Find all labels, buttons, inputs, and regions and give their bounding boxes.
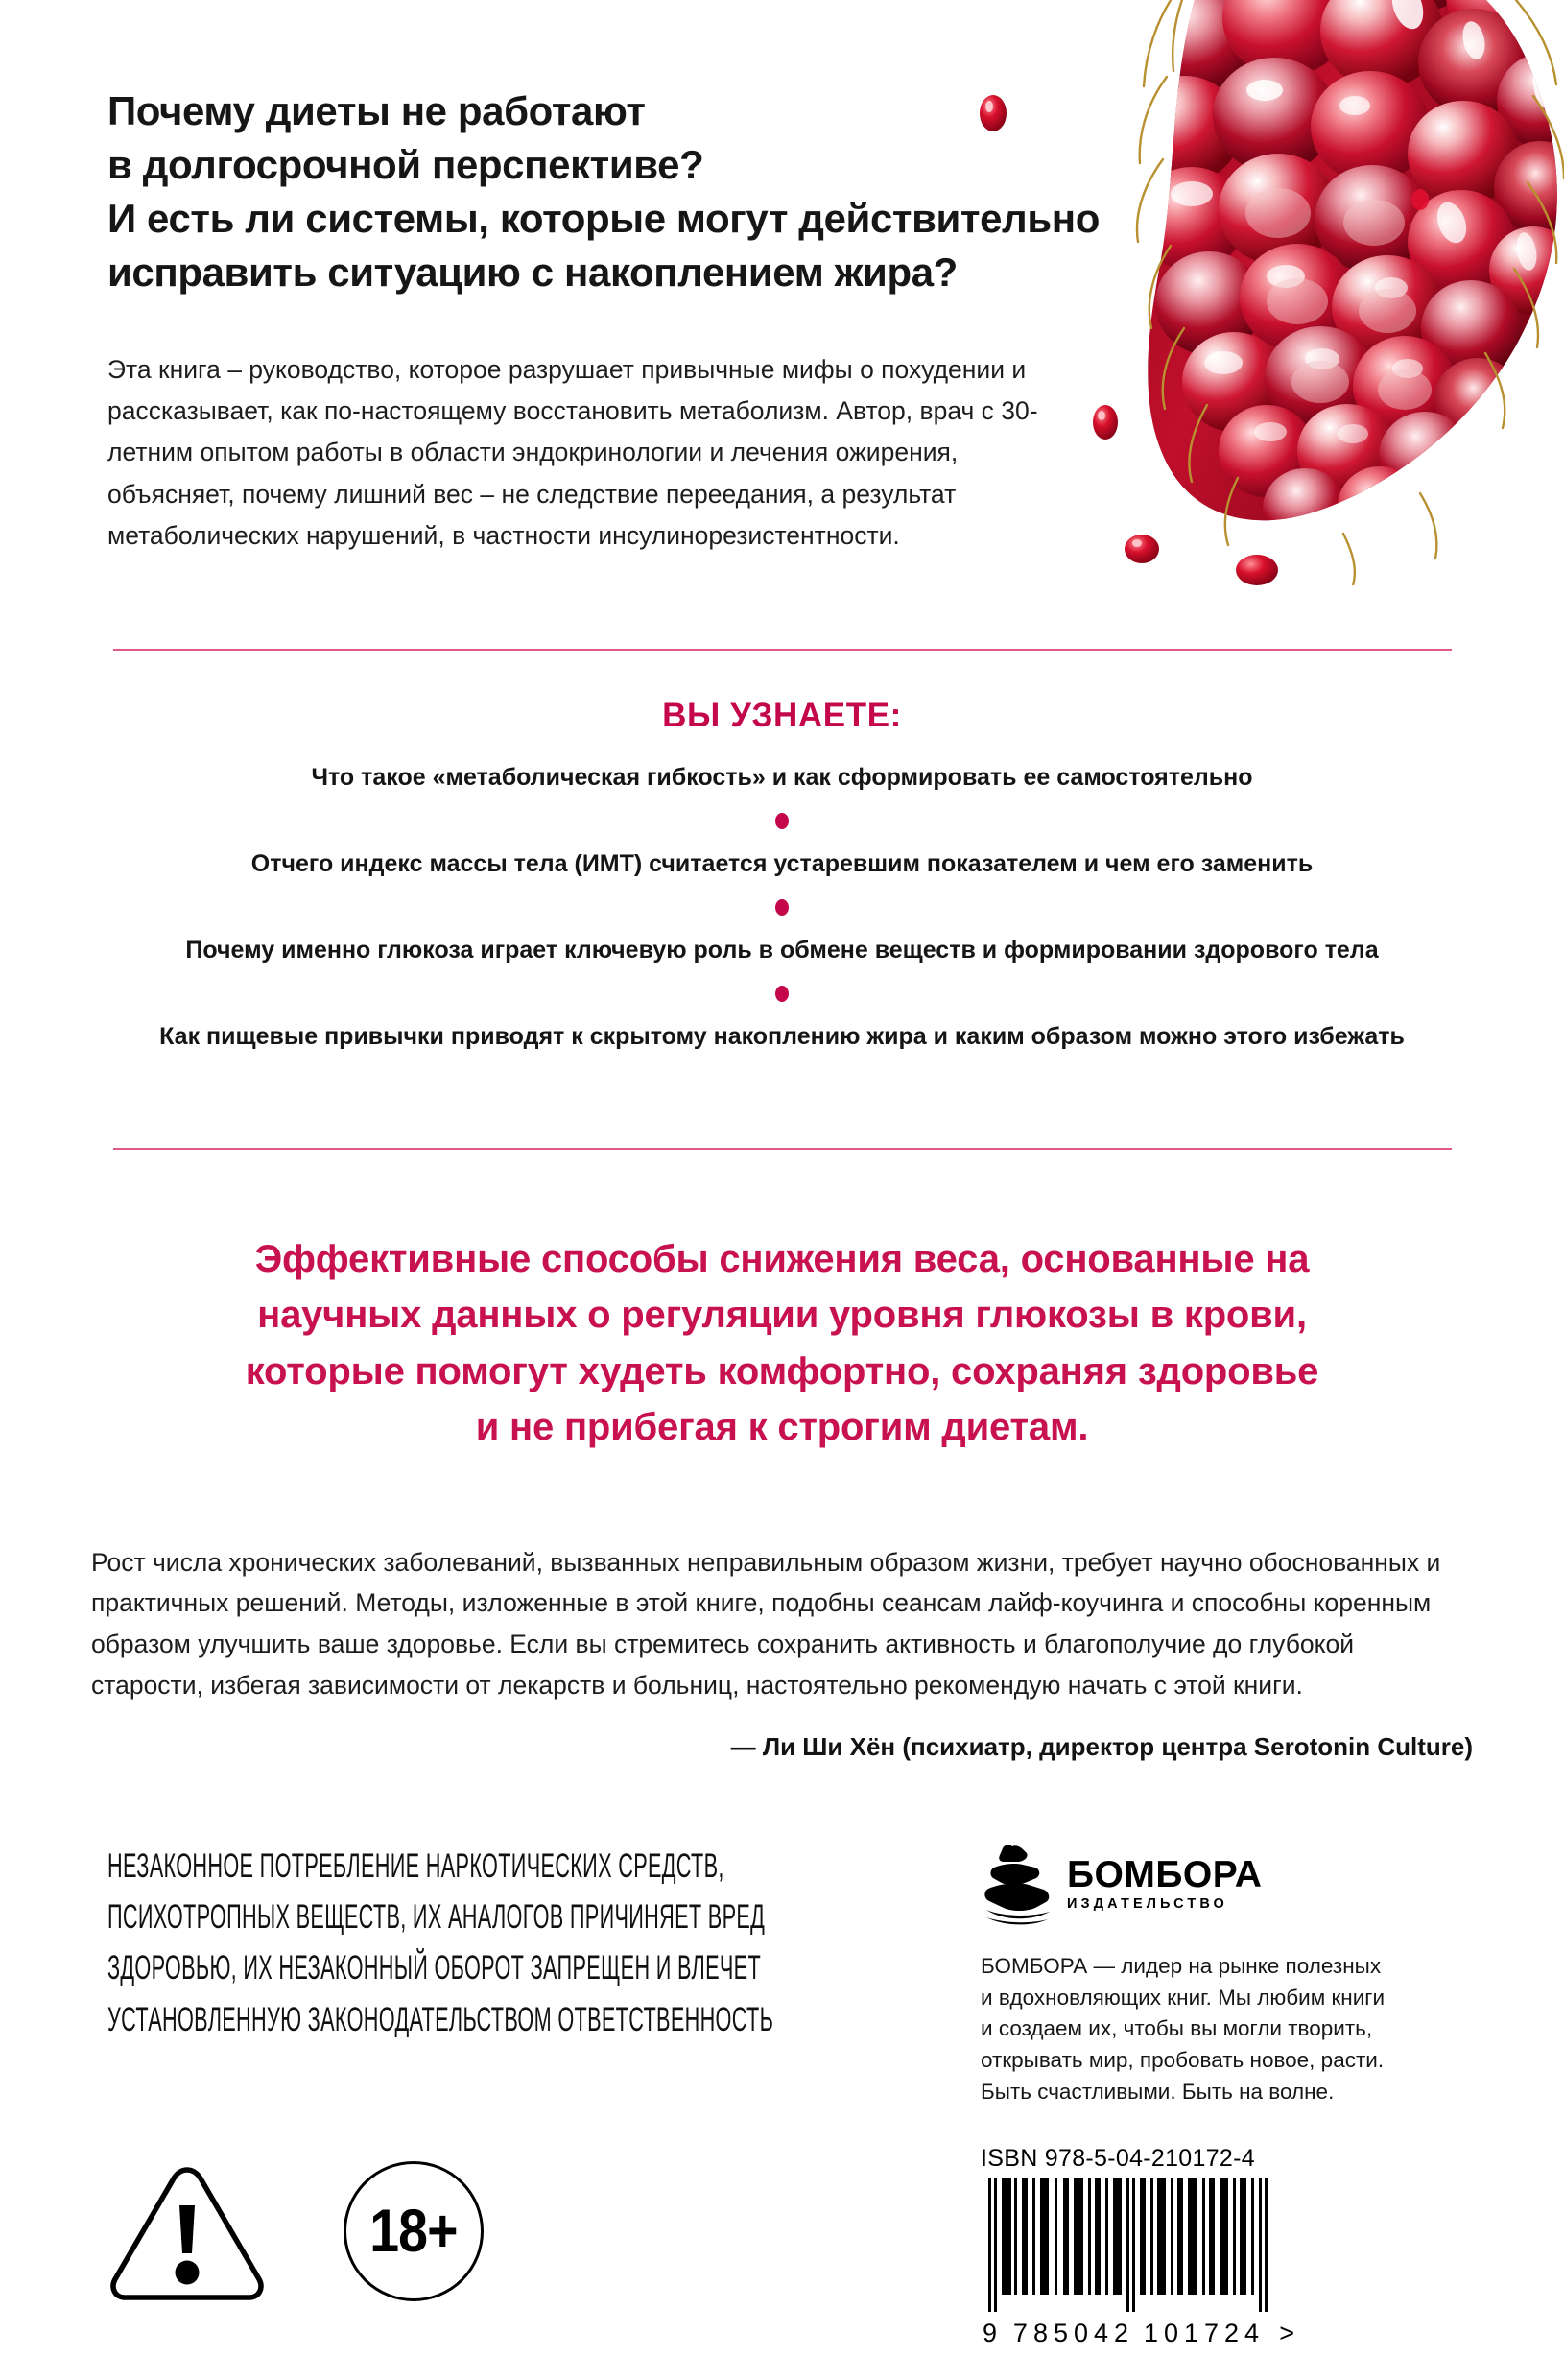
publisher-description [981,1951,1480,2107]
highlight-line-4: и не прибегая к строгим диетам. [475,1406,1089,1449]
publisher-desc-line-3: и создаем их, чтобы вы могли творить, [981,2016,1373,2041]
headline-line-3: И есть ли системы, которые могут действительно [107,195,1100,241]
barcode-digit-group-1: 785042 [1012,2319,1135,2347]
publisher-block [981,1838,1480,2107]
learn-item: Отчего индекс массы тела (ИМТ) считается устаревшим показателем и чем его заменить [250,850,1314,877]
legal-line-2: ПСИХОТРОПНЫХ ВЕЩЕСТВ, ИХ АНАЛОГОВ ПРИЧИНЯЕТ ВРЕД [107,1898,766,1937]
bullet-dot-icon [775,899,789,916]
isbn-label: ISBN 978-5-04-210172-4 [981,2145,1255,2172]
bombora-logo-icon [981,1841,1054,1927]
learn-list [77,763,1487,1051]
barcode-bars [981,2178,1297,2312]
publisher-desc-line-1: БОМБОРА — лидер на рынке полезных [981,1954,1382,1978]
publisher-desc-line-4: открывать мир, пробовать новое, расти. [981,2047,1385,2072]
legal-warning-text [107,1841,774,2045]
highlight-line-3: которые помогут худеть комфортно, сохраняя здоровье [245,1349,1319,1392]
publisher-desc-line-5: Быть счастливыми. Быть на волне. [981,2079,1335,2104]
closing-paragraph: Рост числа хронических заболеваний, вызванных неправильным образом жизни, требует научно обоснованных и практичных решений. Методы, изложенные в этой книге, подобны сеансам лайф-коучинга и способны коренным образом улучшить ваше здоровье. Если вы стремитесь сохранить активность и благополучие до глубокой старости, избегая зависимости от лекарств и больниц, настоятельно рекомендую начать с этой книги. [91,1547,1441,1701]
publisher-name: БОМБОРА [1067,1854,1263,1896]
highlight-line-1: Эффективные способы снижения веса, основанные на [254,1238,1310,1280]
bullet-dot-icon [775,986,789,1002]
warning-triangle-icon [106,2162,269,2306]
barcode-digits [981,2319,1297,2348]
divider-rule-bottom [113,1148,1452,1150]
barcode-digit-left: 9 [983,2319,999,2347]
quote-attribution: — Ли Ши Хён (психиатр, директор центра Serotonin Culture) [730,1732,1473,1761]
legal-line-3: ЗДОРОВЬЮ, ИХ НЕЗАКОННЫЙ ОБОРОТ ЗАПРЕЩЕН И ВЛЕЧЕТ [107,1949,762,1987]
publisher-wordmark [1067,1856,1262,1912]
publisher-desc-line-2: и вдохновляющих книг. Мы любим книги [981,1985,1386,2010]
intro-paragraph: Эта книга – руководство, которое разрушает привычные мифы о похудении и рассказывает, как по-настоящему восстановить метаболизм. Автор, врач с 30-летним опытом работы в области эндокринологии и лечения ожирения, объясняет, почему лишний вес – не следствие переедания, а результат метаболических нарушений, в частности инсулинорезистентности. [107,354,1038,551]
learn-item: Что такое «метаболическая гибкость» и как сформировать ее самостоятельно [311,764,1253,791]
age-rating-badge [344,2161,484,2301]
publisher-subtitle: ИЗДАТЕЛЬСТВО [1067,1896,1228,1913]
isbn-area [981,2145,1307,2348]
legal-line-4: УСТАНОВЛЕННУЮ ЗАКОНОДАТЕЛЬСТВОМ ОТВЕТСТВЕННОСТЬ [107,2000,774,2038]
barcode-digit-right: > [1279,2319,1295,2347]
headline-line-2: в долгосрочной перспективе? [107,141,704,187]
barcode-digit-group-2: 101724 [1143,2319,1266,2347]
highlight-line-2: научных данных о регуляции уровня глюкозы в крови, [257,1294,1307,1337]
bullet-dot-icon [775,813,789,829]
highlight-statement [96,1231,1468,1456]
divider-rule-top [113,649,1452,651]
learn-section-heading: ВЫ УЗНАЕТЕ: [662,697,902,734]
learn-item: Почему именно глюкоза играет ключевую роль в обмене веществ и формировании здорового тела [185,937,1379,964]
age-rating-label: 18+ [369,2198,458,2265]
headline [107,84,1100,298]
headline-line-4: исправить ситуацию с накоплением жира? [107,249,958,295]
legal-line-1: НЕЗАКОННОЕ ПОТРЕБЛЕНИЕ НАРКОТИЧЕСКИХ СРЕДСТВ, [107,1847,724,1885]
barcode [981,2178,1297,2348]
publisher-logo-row [981,1838,1480,1930]
headline-line-1: Почему диеты не работают [107,88,646,133]
learn-item: Как пищевые привычки приводят к скрытому накоплению жира и каким образом можно этого избежать [159,1023,1405,1050]
